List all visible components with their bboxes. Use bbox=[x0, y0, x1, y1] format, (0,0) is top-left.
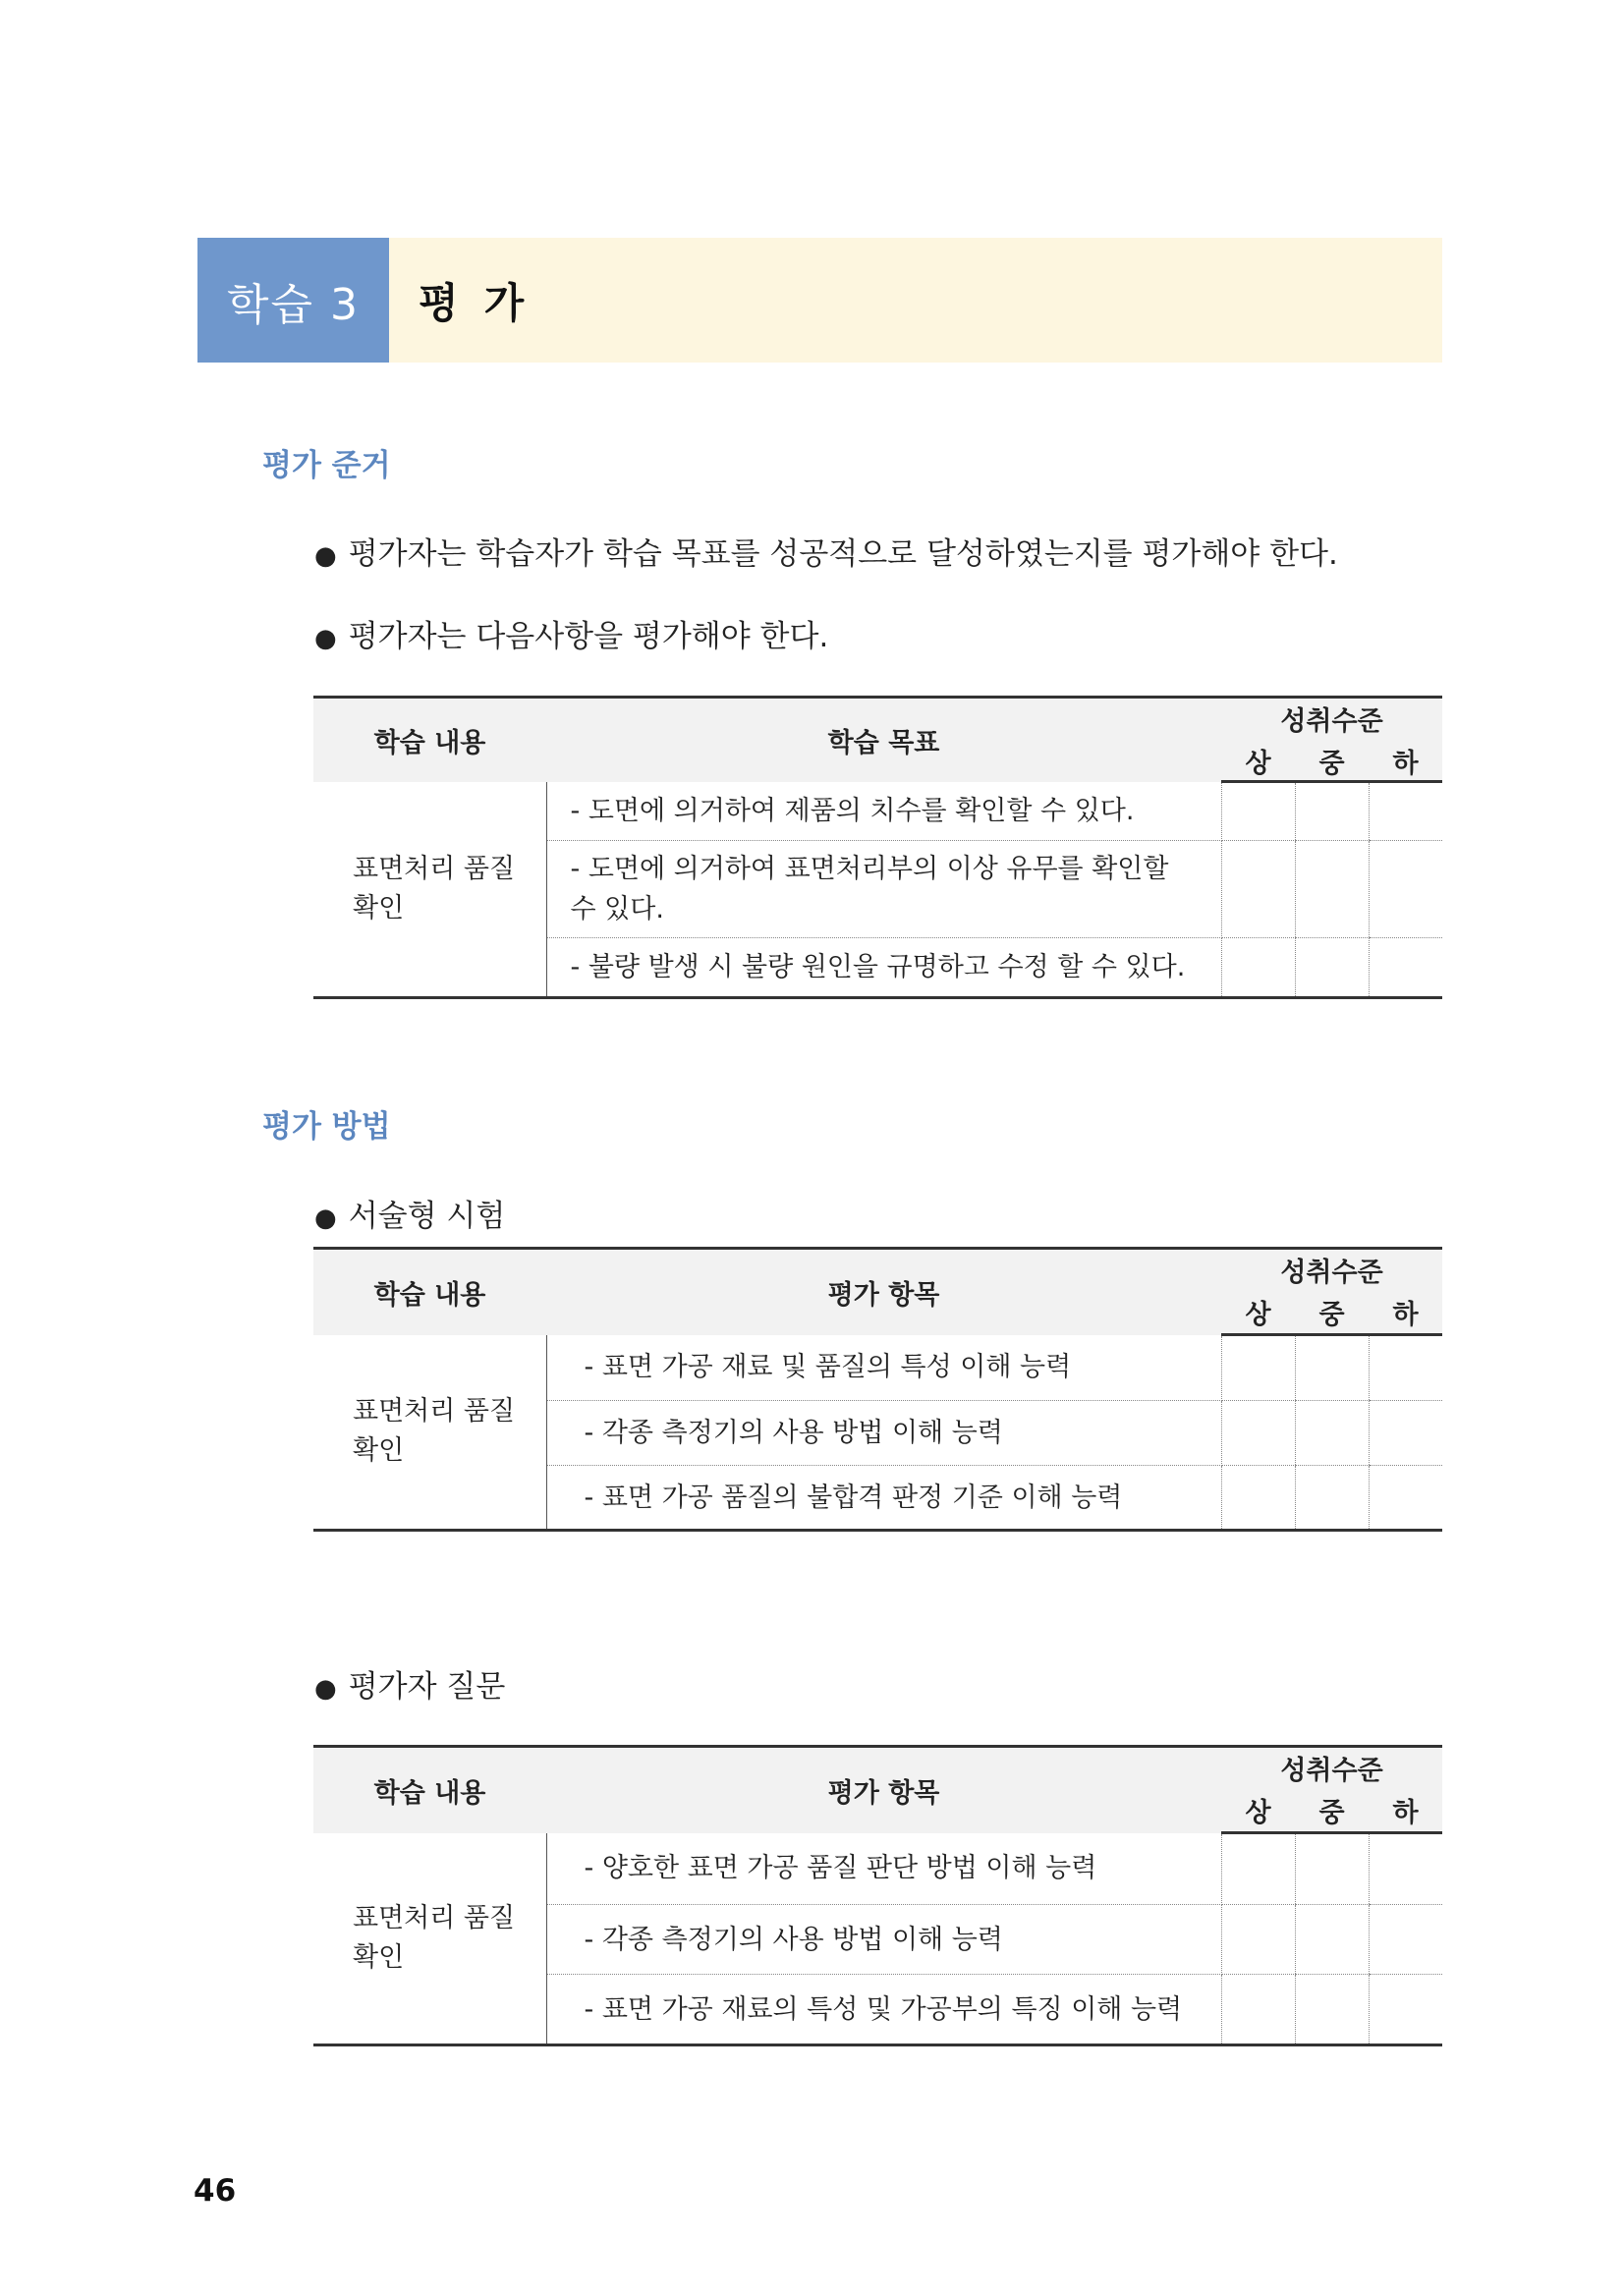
header-level: 성취수준 bbox=[1221, 1747, 1442, 1791]
check-low[interactable] bbox=[1369, 938, 1442, 998]
learning-content: 표면처리 품질 확인 bbox=[313, 782, 546, 998]
check-high[interactable] bbox=[1221, 841, 1295, 938]
evaluator-question-bullet: ● 평가자 질문 bbox=[314, 1669, 506, 1705]
check-mid[interactable] bbox=[1295, 1833, 1369, 1905]
check-low[interactable] bbox=[1369, 1401, 1442, 1466]
banner-title: 평가 bbox=[389, 238, 1442, 363]
evaluation-item: - 표면 가공 재료의 특성 및 가공부의 특징 이해 능력 bbox=[546, 1975, 1221, 2045]
criteria-bullet-1: ● 평가자는 학습자가 학습 목표를 성공적으로 달성하였는지를 평가해야 한다. bbox=[314, 536, 1338, 572]
bullet-icon: ● bbox=[314, 624, 337, 653]
header-content: 학습 내용 bbox=[313, 698, 546, 782]
check-mid[interactable] bbox=[1295, 1975, 1369, 2045]
header-items: 학습 목표 bbox=[546, 698, 1221, 782]
check-high[interactable] bbox=[1221, 1466, 1295, 1531]
banner-number: 학습 3 bbox=[197, 238, 389, 363]
check-low[interactable] bbox=[1369, 1905, 1442, 1975]
page-number: 46 bbox=[194, 2173, 237, 2209]
check-high[interactable] bbox=[1221, 1401, 1295, 1466]
level-low: 하 bbox=[1369, 1293, 1442, 1335]
check-high[interactable] bbox=[1221, 782, 1295, 841]
check-mid[interactable] bbox=[1295, 1335, 1369, 1401]
header-level: 성취수준 bbox=[1221, 1249, 1442, 1293]
bullet-icon: ● bbox=[314, 1674, 337, 1704]
methods-heading: 평가 방법 bbox=[262, 1109, 391, 1145]
check-mid[interactable] bbox=[1295, 1466, 1369, 1531]
written-test-bullet: ● 서술형 시험 bbox=[314, 1199, 506, 1234]
header-items: 평가 항목 bbox=[546, 1747, 1221, 1833]
check-low[interactable] bbox=[1369, 841, 1442, 938]
table-row bbox=[313, 1833, 1442, 1905]
table-row bbox=[313, 1335, 1442, 1401]
level-low: 하 bbox=[1369, 1791, 1442, 1833]
level-mid: 중 bbox=[1295, 1791, 1369, 1833]
table-row bbox=[313, 782, 1442, 841]
learning-content: 표면처리 품질 확인 bbox=[313, 1335, 546, 1531]
level-high: 상 bbox=[1221, 1791, 1295, 1833]
bullet-icon: ● bbox=[314, 541, 337, 571]
learning-goal: - 도면에 의거하여 제품의 치수를 확인할 수 있다. bbox=[546, 782, 1221, 841]
header-items: 평가 항목 bbox=[546, 1249, 1221, 1335]
check-high[interactable] bbox=[1221, 1833, 1295, 1905]
header-content: 학습 내용 bbox=[313, 1747, 546, 1833]
check-high[interactable] bbox=[1221, 938, 1295, 998]
check-mid[interactable] bbox=[1295, 938, 1369, 998]
level-mid: 중 bbox=[1295, 1293, 1369, 1335]
header-level: 성취수준 bbox=[1221, 698, 1442, 742]
check-low[interactable] bbox=[1369, 782, 1442, 841]
check-low[interactable] bbox=[1369, 1975, 1442, 2045]
header-content: 학습 내용 bbox=[313, 1249, 546, 1335]
check-low[interactable] bbox=[1369, 1335, 1442, 1401]
criteria-table bbox=[313, 696, 1442, 999]
level-high: 상 bbox=[1221, 1293, 1295, 1335]
evaluation-item: - 양호한 표면 가공 품질 판단 방법 이해 능력 bbox=[546, 1833, 1221, 1905]
written-test-table bbox=[313, 1247, 1442, 1532]
level-high: 상 bbox=[1221, 742, 1295, 782]
learning-goal: - 불량 발생 시 불량 원인을 규명하고 수정 할 수 있다. bbox=[546, 938, 1221, 998]
check-mid[interactable] bbox=[1295, 841, 1369, 938]
check-mid[interactable] bbox=[1295, 782, 1369, 841]
criteria-heading: 평가 준거 bbox=[262, 448, 391, 483]
check-low[interactable] bbox=[1369, 1466, 1442, 1531]
check-mid[interactable] bbox=[1295, 1401, 1369, 1466]
level-mid: 중 bbox=[1295, 742, 1369, 782]
level-low: 하 bbox=[1369, 742, 1442, 782]
evaluator-question-table bbox=[313, 1745, 1442, 2046]
section-banner bbox=[197, 238, 1442, 363]
learning-goal: - 도면에 의거하여 표면처리부의 이상 유무를 확인할 수 있다. bbox=[546, 841, 1221, 938]
evaluation-item: - 표면 가공 품질의 불합격 판정 기준 이해 능력 bbox=[546, 1466, 1221, 1531]
evaluation-item: - 표면 가공 재료 및 품질의 특성 이해 능력 bbox=[546, 1335, 1221, 1401]
bullet-icon: ● bbox=[314, 1204, 337, 1233]
evaluation-item: - 각종 측정기의 사용 방법 이해 능력 bbox=[546, 1401, 1221, 1466]
learning-content: 표면처리 품질 확인 bbox=[313, 1833, 546, 2045]
criteria-bullet-2: ● 평가자는 다음사항을 평가해야 한다. bbox=[314, 619, 829, 654]
check-low[interactable] bbox=[1369, 1833, 1442, 1905]
evaluation-item: - 각종 측정기의 사용 방법 이해 능력 bbox=[546, 1905, 1221, 1975]
check-high[interactable] bbox=[1221, 1975, 1295, 2045]
check-high[interactable] bbox=[1221, 1335, 1295, 1401]
check-mid[interactable] bbox=[1295, 1905, 1369, 1975]
check-high[interactable] bbox=[1221, 1905, 1295, 1975]
